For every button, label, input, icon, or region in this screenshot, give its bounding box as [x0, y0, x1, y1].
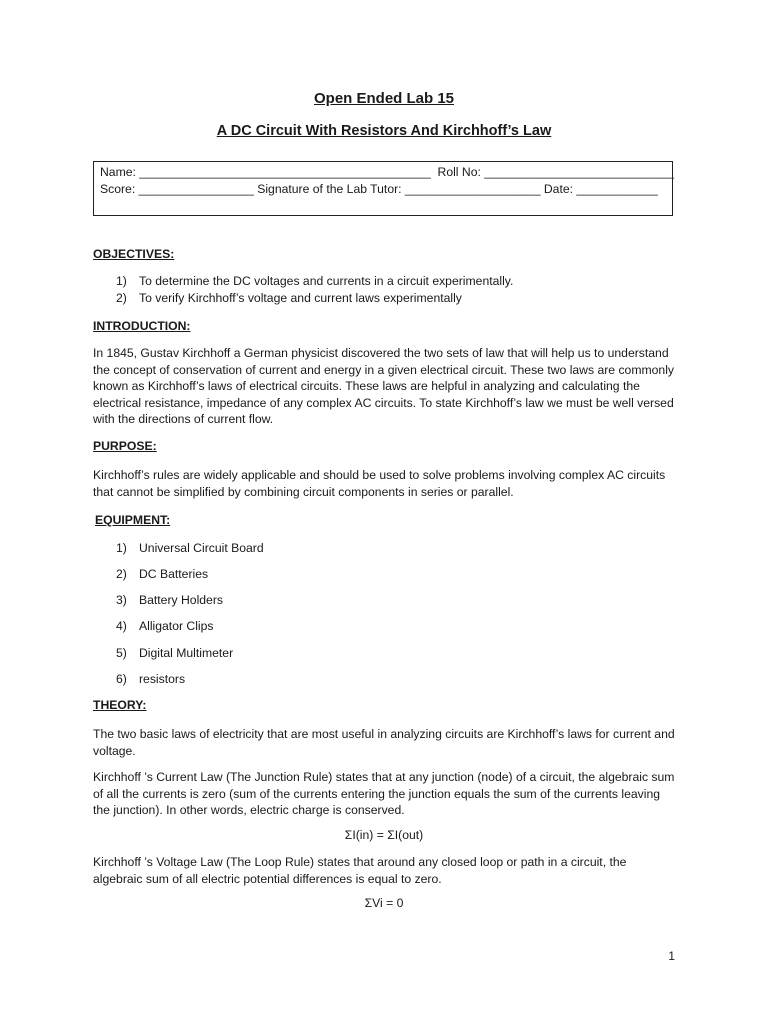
purpose-text: Kirchhoff’s rules are widely applicable and should be used to solve problems involving complex AC circuits that cannot be simplified by combining circuit components in series or parallel. [93, 468, 666, 499]
list-text: DC Batteries [139, 567, 209, 581]
equipment-heading: EQUIPMENT: [95, 513, 171, 527]
voltage-law-text: Kirchhoff ’s Voltage Law (The Loop Rule) states that around any closed loop or path in a circuit, the algebraic sum of all electric potential differences is equal to zero. [93, 855, 627, 886]
list-text: Alligator Clips [139, 619, 214, 633]
current-law-text: Kirchhoff ’s Current Law (The Junction Rule) states that at any junction (node) of a circuit, the algebraic sum of all the currents is zero (sum of the currents entering the junction equals the sum of the currents leaving the junction). In other words, electric charge is conserved. [93, 770, 675, 817]
name-rollno-row[interactable]: Name: ___________________________________________ Roll No: ____________________________ [100, 165, 675, 179]
list-number: 4) [116, 619, 127, 633]
list-number: 1) [116, 541, 127, 555]
list-text: Universal Circuit Board [139, 541, 264, 555]
page-number: 1 [668, 949, 675, 963]
current-law-formula: ΣI(in) = ΣI(out) [344, 828, 424, 842]
theory-intro-text: The two basic laws of electricity that are most useful in analyzing circuits are Kirchhoff’s laws for current and voltage. [93, 727, 675, 758]
list-text: resistors [139, 672, 186, 686]
list-number: 5) [116, 646, 127, 660]
voltage-law-formula: ΣVi = 0 [364, 896, 404, 910]
list-number: 3) [116, 593, 127, 607]
list-number: 2) [116, 291, 127, 305]
list-text: To verify Kirchhoff’s voltage and current laws experimentally [139, 291, 462, 305]
introduction-heading: INTRODUCTION: [93, 319, 191, 333]
lab-subtitle: A DC Circuit With Resistors And Kirchhoff’s Law [216, 123, 552, 139]
list-text: To determine the DC voltages and currents in a circuit experimentally. [139, 274, 514, 288]
list-text: Battery Holders [139, 593, 223, 607]
purpose-heading: PURPOSE: [93, 439, 157, 453]
score-signature-date-row[interactable]: Score: _________________ Signature of the Lab Tutor: ____________________ Date: ____________ [100, 181, 658, 196]
list-number: 1) [116, 274, 127, 288]
introduction-text: In 1845, Gustav Kirchhoff a German physicist discovered the two sets of law that will help us to understand the concept of conservation of current and energy in a given electrical circuit. These two laws are commonly known as Kirchhoff’s laws of electrical circuits. These laws are helpful in analyzing and calculating the electrical resistance, impedance of any complex AC circuits. To state Kirchhoff’s law we must be well versed with the directions of current flow. [93, 346, 675, 426]
theory-heading: THEORY: [93, 698, 147, 712]
list-text: Digital Multimeter [139, 646, 234, 660]
objectives-heading: OBJECTIVES: [93, 247, 175, 261]
lab-title: Open Ended Lab 15 [313, 90, 455, 107]
list-number: 6) [116, 672, 127, 686]
student-info-box [93, 161, 673, 216]
list-number: 2) [116, 567, 127, 581]
